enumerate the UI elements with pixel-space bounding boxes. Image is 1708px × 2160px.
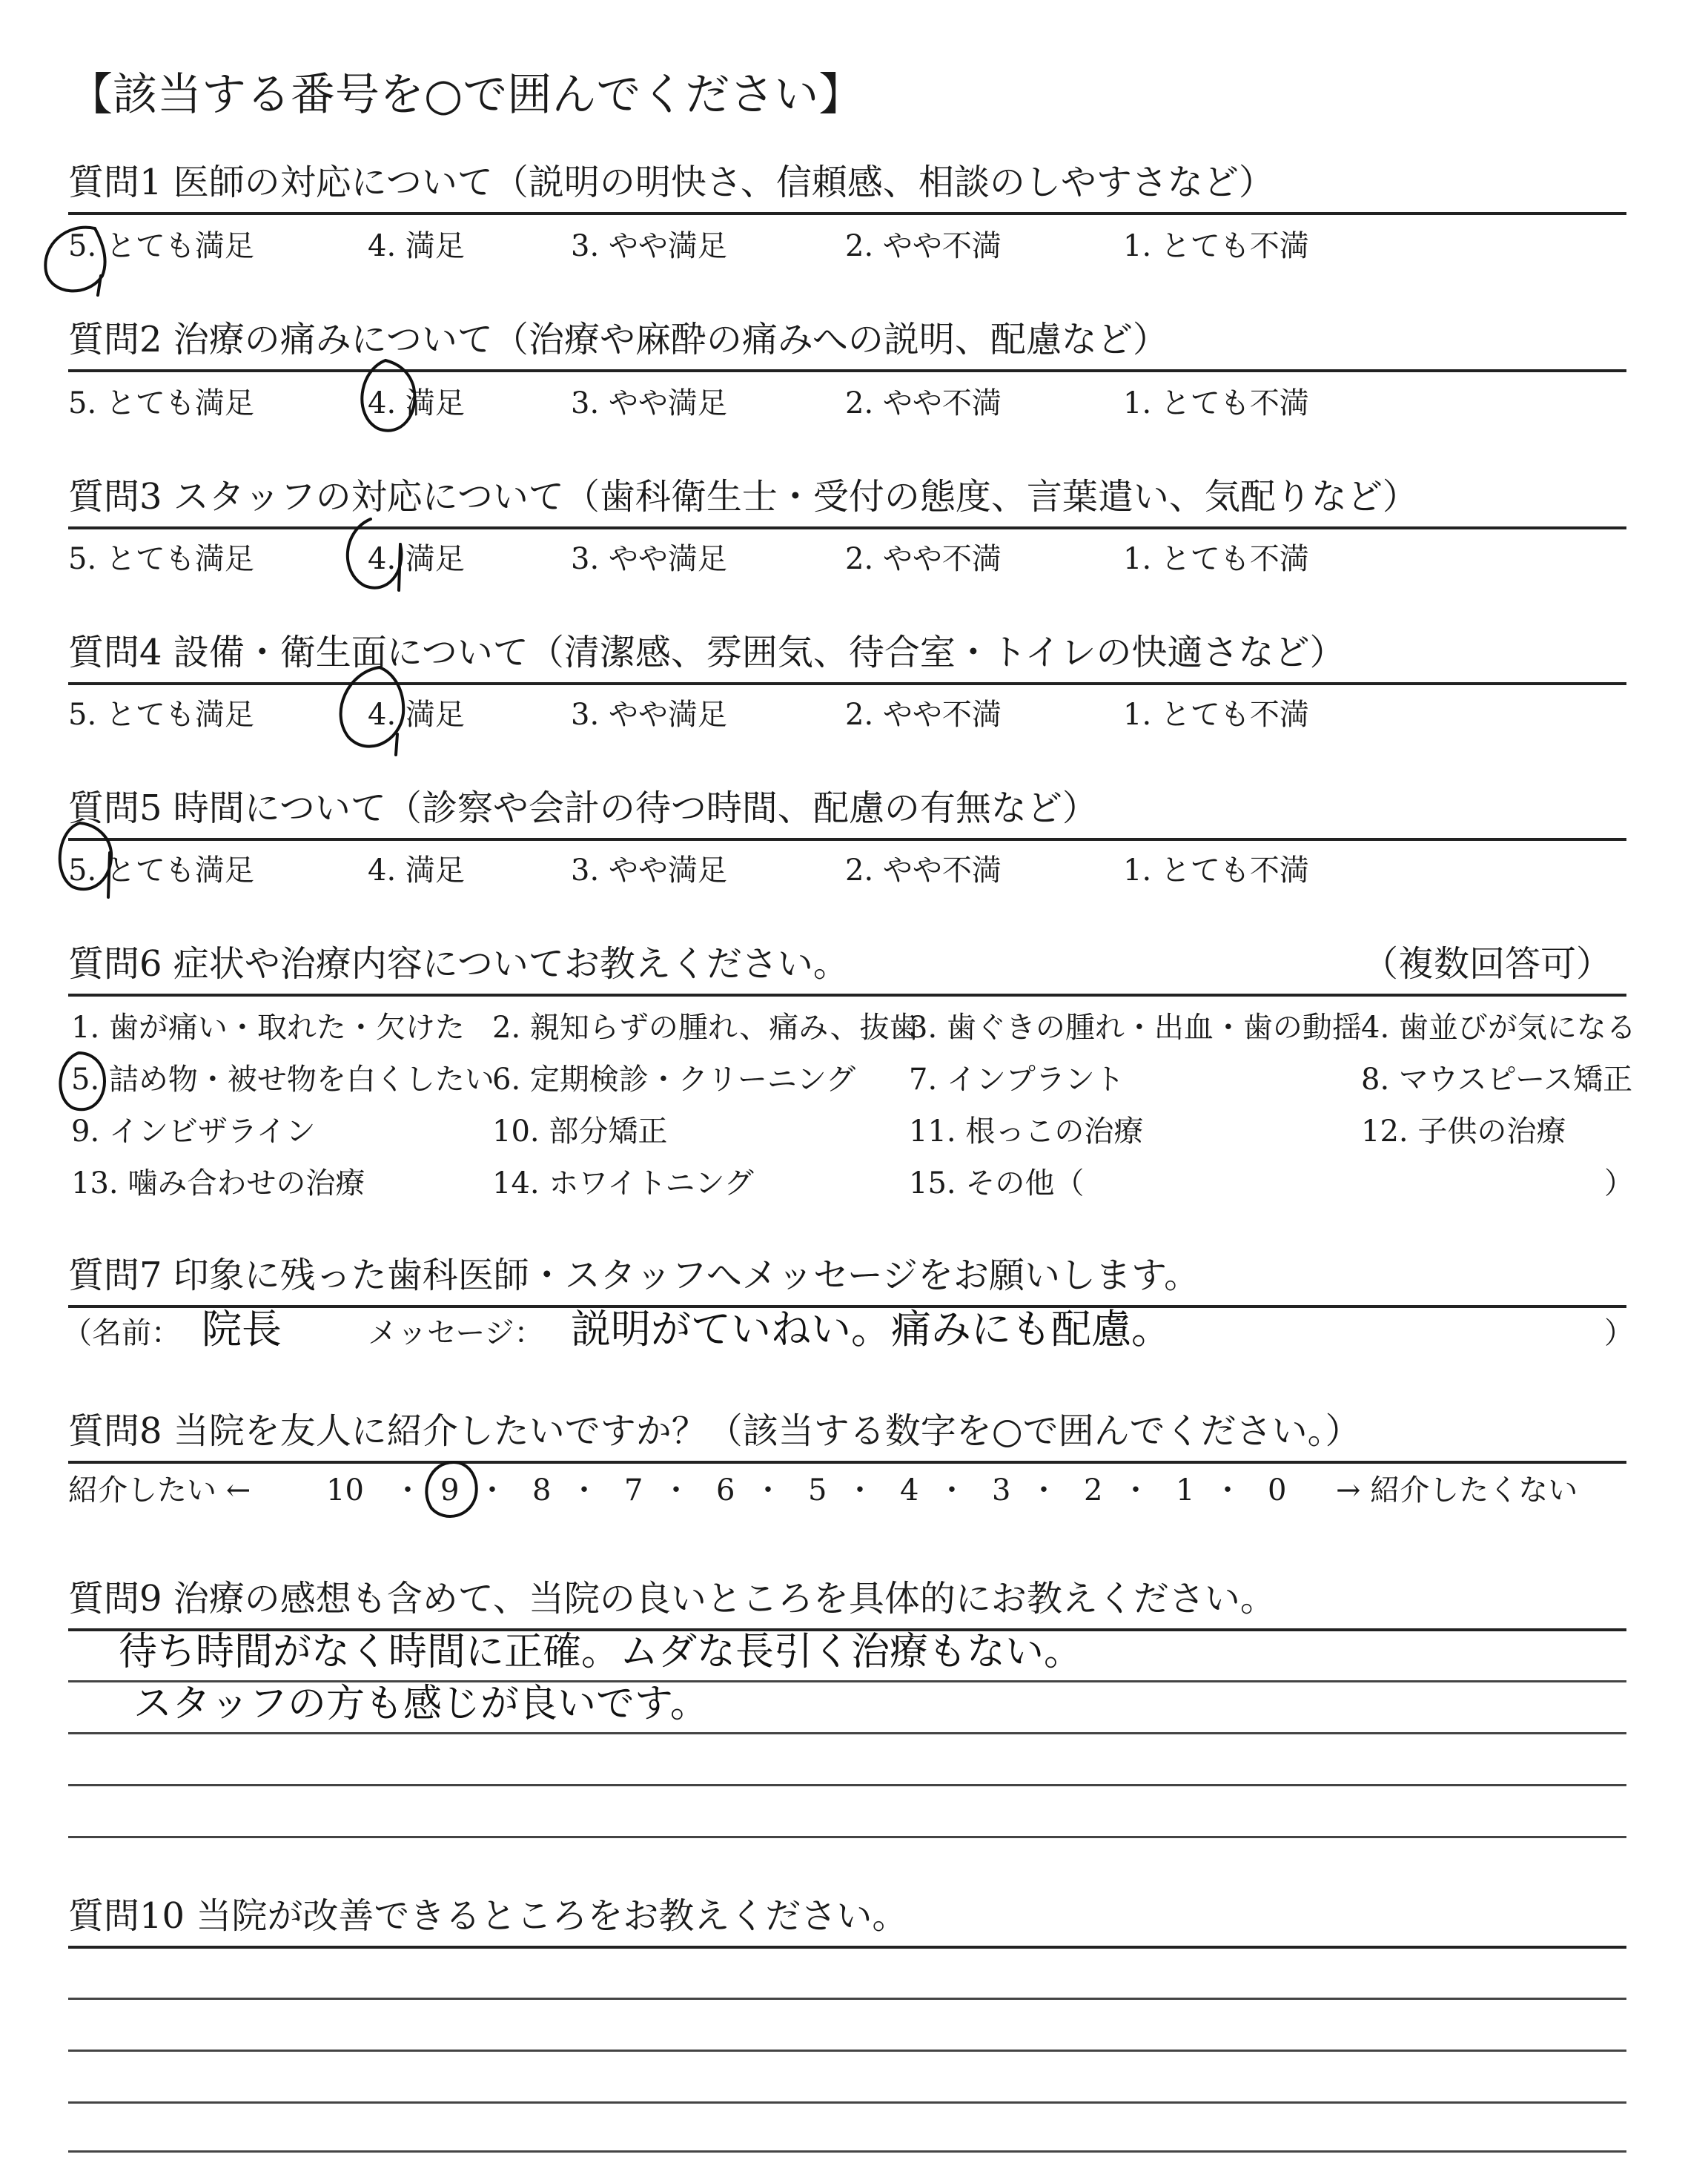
q8-scale-8[interactable]: 8	[532, 1473, 552, 1507]
question-2-rule	[68, 369, 1626, 372]
q2-option-3[interactable]: 3. やや満足	[571, 386, 727, 420]
question-8-rule	[68, 1461, 1626, 1464]
q8-dot: ・	[845, 1473, 875, 1507]
writing-line	[68, 1732, 1626, 1734]
question-7-label: 質問7 印象に残った歯科医師・スタッフへメッセージをお願いします。	[68, 1255, 1200, 1296]
q8-scale-4[interactable]: 4	[900, 1473, 919, 1507]
q6-item-7[interactable]: 7. インプラント	[909, 1063, 1125, 1097]
q8-dot: ・	[661, 1473, 691, 1507]
question-1-rule	[68, 212, 1626, 215]
page-title: 【該当する番号を○で囲んでください】	[68, 69, 864, 121]
q6-item-2[interactable]: 2. 親知らずの腫れ、痛み、抜歯	[492, 1011, 919, 1045]
question-4-label: 質問4 設備・衛生面について（清潔感、雰囲気、待合室・トイレの快適さなど）	[68, 632, 1345, 673]
question-4-rule	[68, 682, 1626, 685]
question-5-label: 質問5 時間について（診察や会計の待つ時間、配慮の有無など）	[68, 787, 1098, 829]
writing-line	[68, 2150, 1626, 2153]
q8-scale-10[interactable]: 10	[326, 1473, 364, 1507]
q6-item-15[interactable]: 15. その他（	[909, 1166, 1085, 1200]
q9-answer-line-1[interactable]: 待ち時間がなく時間に正確。ムダな長引く治療もない。	[119, 1630, 1083, 1674]
q5-option-5[interactable]: 5. とても満足	[68, 853, 254, 888]
question-6-label: 質問6 症状や治療内容についてお教えください。	[68, 943, 849, 985]
question-3-rule	[68, 526, 1626, 529]
q3-option-3[interactable]: 3. やや満足	[571, 542, 727, 576]
q3-option-4[interactable]: 4. 満足	[368, 542, 465, 576]
q6-item-4[interactable]: 4. 歯並びが気になる	[1361, 1011, 1636, 1045]
q6-item-6[interactable]: 6. 定期検診・クリーニング	[492, 1063, 856, 1097]
question-3-label: 質問3 スタッフの対応について（歯科衛生士・受付の態度、言葉遣い、気配りなど）	[68, 476, 1418, 518]
q8-scale-6[interactable]: 6	[716, 1473, 735, 1507]
q3-option-5[interactable]: 5. とても満足	[68, 542, 254, 576]
q8-dot: ・	[1213, 1473, 1242, 1507]
q6-item-9[interactable]: 9. インビザライン	[71, 1114, 316, 1149]
q3-option-1[interactable]: 1. とても不満	[1123, 542, 1309, 576]
q8-dot: ・	[393, 1473, 423, 1507]
q8-dot: ・	[569, 1473, 599, 1507]
q1-option-4[interactable]: 4. 満足	[368, 229, 465, 263]
q1-selection-tail	[98, 276, 101, 295]
question-9-label: 質問9 治療の感想も含めて、当院の良いところを具体的にお教えください。	[68, 1578, 1276, 1619]
writing-line	[68, 1998, 1626, 2000]
q1-option-3[interactable]: 3. やや満足	[571, 229, 727, 263]
q4-option-2[interactable]: 2. やや不満	[845, 698, 1002, 732]
question-1-label: 質問1 医師の対応について（説明の明快さ、信頼感、相談のしやすさなど）	[68, 162, 1274, 203]
question-6-note: （複数回答可）	[1363, 943, 1612, 985]
q8-scale-3[interactable]: 3	[992, 1473, 1011, 1507]
q7-message-value[interactable]: 説明がていねい。痛みにも配慮。	[571, 1306, 1171, 1353]
question-6-rule	[68, 994, 1626, 997]
question-5-rule	[68, 838, 1626, 841]
q1-option-2[interactable]: 2. やや不満	[845, 229, 1002, 263]
q8-left-label: 紹介したい ←	[68, 1473, 251, 1507]
q4-selection-tail	[396, 734, 397, 755]
q4-option-3[interactable]: 3. やや満足	[571, 698, 727, 732]
question-2-label: 質問2 治療の痛みについて（治療や麻酔の痛みへの説明、配慮など）	[68, 319, 1168, 360]
q8-scale-0[interactable]: 0	[1268, 1473, 1287, 1507]
q8-scale-9[interactable]: 9	[440, 1473, 460, 1507]
q2-option-1[interactable]: 1. とても不満	[1123, 386, 1309, 420]
writing-line	[68, 2050, 1626, 2052]
q5-option-1[interactable]: 1. とても不満	[1123, 853, 1309, 888]
q6-item-10[interactable]: 10. 部分矯正	[492, 1114, 668, 1149]
q8-dot: ・	[477, 1473, 507, 1507]
q1-option-5[interactable]: 5. とても満足	[68, 229, 254, 263]
q8-right-label: → 紹介したくない	[1336, 1473, 1578, 1507]
q1-option-1[interactable]: 1. とても不満	[1123, 229, 1309, 263]
q7-name-label: （名前：	[62, 1316, 181, 1350]
q8-dot: ・	[1121, 1473, 1151, 1507]
q9-answer-line-2[interactable]: スタッフの方も感じが良いです。	[133, 1682, 709, 1726]
q8-dot: ・	[937, 1473, 967, 1507]
q5-option-4[interactable]: 4. 満足	[368, 853, 465, 888]
q7-message-label: メッセージ：	[368, 1316, 544, 1350]
q7-name-value[interactable]: 院長	[202, 1306, 282, 1353]
q6-item-13[interactable]: 13. 噛み合わせの治療	[71, 1166, 365, 1200]
q6-item-15-close: ）	[1604, 1166, 1634, 1200]
writing-line	[68, 2101, 1626, 2104]
q6-item-11[interactable]: 11. 根っこの治療	[909, 1114, 1144, 1149]
q5-option-2[interactable]: 2. やや不満	[845, 853, 1002, 888]
q6-item-5[interactable]: 5. 詰め物・被せ物を白くしたい	[71, 1063, 494, 1097]
q2-option-5[interactable]: 5. とても満足	[68, 386, 254, 420]
q8-dot: ・	[753, 1473, 783, 1507]
q4-option-1[interactable]: 1. とても不満	[1123, 698, 1309, 732]
q6-item-8[interactable]: 8. マウスピース矯正	[1361, 1063, 1633, 1097]
q6-item-1[interactable]: 1. 歯が痛い・取れた・欠けた	[71, 1011, 465, 1045]
q4-option-5[interactable]: 5. とても満足	[68, 698, 254, 732]
q6-item-3[interactable]: 3. 歯ぐきの腫れ・出血・歯の動揺	[909, 1011, 1362, 1045]
q4-option-4[interactable]: 4. 満足	[368, 698, 465, 732]
q6-item-14[interactable]: 14. ホワイトニング	[492, 1166, 754, 1200]
q8-scale-1[interactable]: 1	[1176, 1473, 1195, 1507]
q7-close-paren: ）	[1604, 1316, 1634, 1350]
q8-dot: ・	[1029, 1473, 1059, 1507]
writing-line	[68, 1836, 1626, 1838]
q8-scale-5[interactable]: 5	[808, 1473, 827, 1507]
question-8-label: 質問8 当院を友人に紹介したいですか？（該当する数字を○で囲んでください。）	[68, 1410, 1361, 1452]
question-10-label: 質問10 当院が改善できるところをお教えください。	[68, 1895, 908, 1937]
q2-option-2[interactable]: 2. やや不満	[845, 386, 1002, 420]
q3-option-2[interactable]: 2. やや不満	[845, 542, 1002, 576]
q8-scale-2[interactable]: 2	[1084, 1473, 1103, 1507]
writing-line	[68, 1784, 1626, 1786]
q8-scale-7[interactable]: 7	[624, 1473, 643, 1507]
q2-option-4[interactable]: 4. 満足	[368, 386, 465, 420]
q5-option-3[interactable]: 3. やや満足	[571, 853, 727, 888]
q6-item-12[interactable]: 12. 子供の治療	[1361, 1114, 1566, 1149]
question-10-rule	[68, 1946, 1626, 1949]
